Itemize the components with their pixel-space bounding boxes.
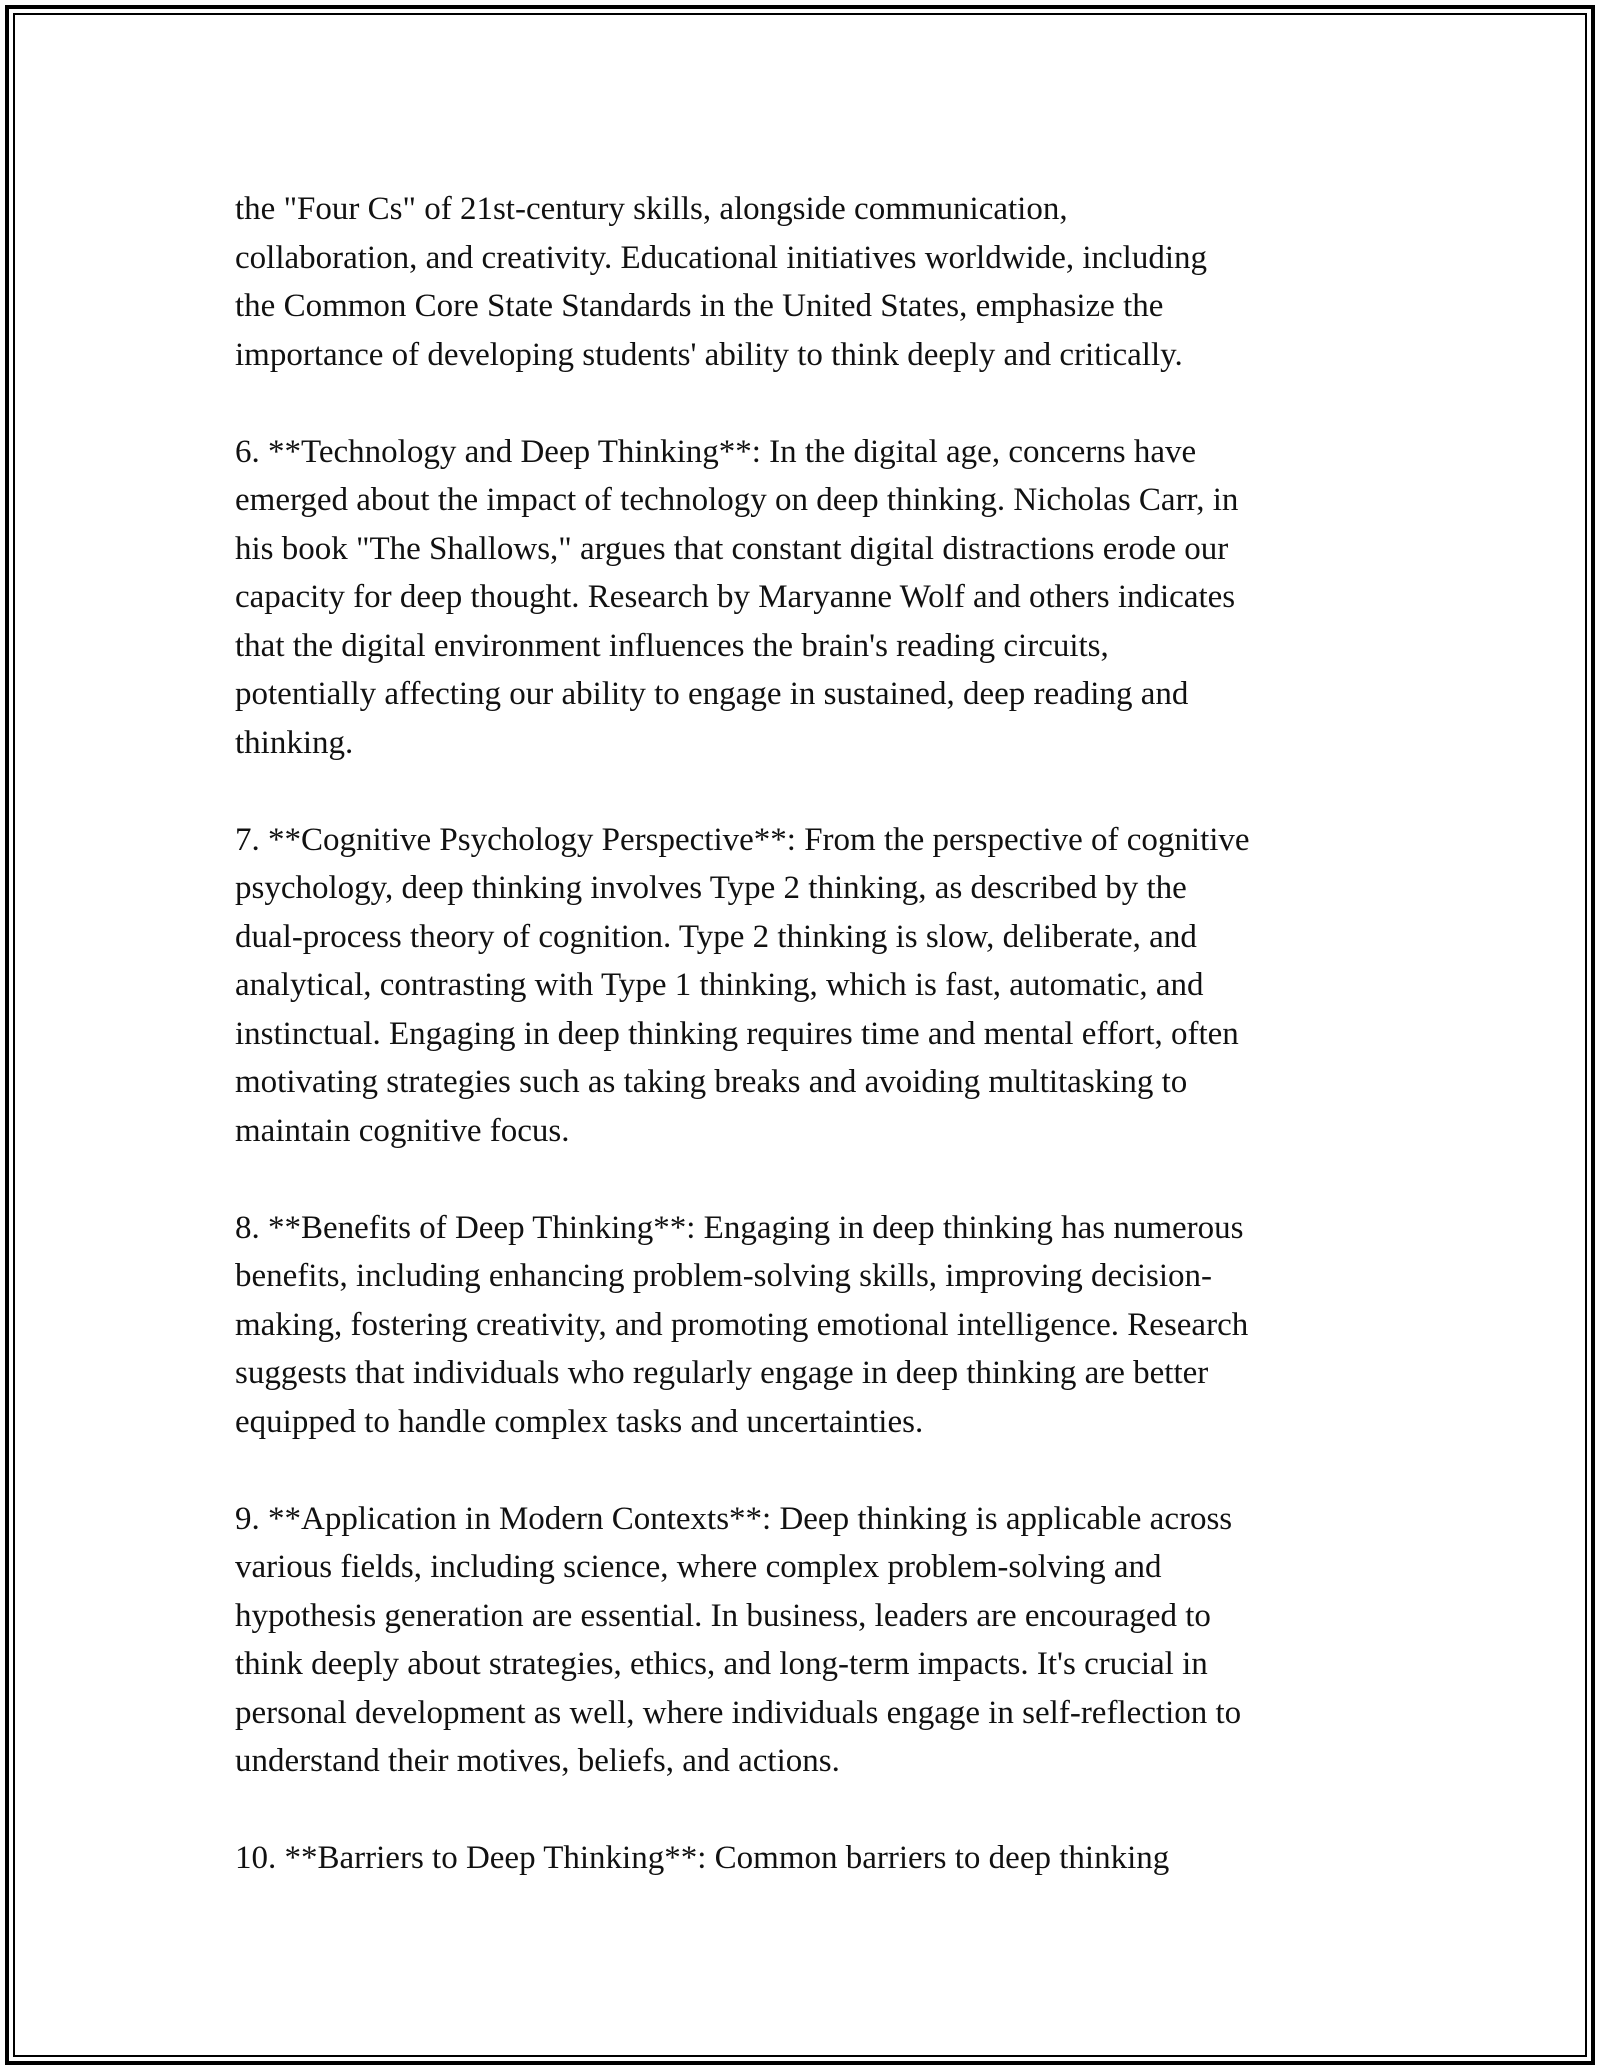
paragraph-continuation	[235, 185, 1370, 379]
text-line: collaboration, and creativity. Educational initiatives worldwide, including	[235, 239, 1208, 276]
text-line: the "Four Cs" of 21st-century skills, alongside communication,	[235, 191, 1068, 227]
text-line: importance of developing students' ability to think deeply and critically.	[235, 336, 1183, 373]
paragraph-technology	[235, 428, 1370, 768]
text-line: personal development as well, where individuals engage in self-reflection to	[235, 1694, 1242, 1731]
text-line: benefits, including enhancing problem-solving skills, improving decision-	[235, 1258, 1213, 1294]
text-line: think deeply about strategies, ethics, and long-term impacts. It's crucial in	[235, 1646, 1208, 1682]
text-line: making, fostering creativity, and promoting emotional intelligence. Research	[235, 1306, 1249, 1343]
text-line: thinking.	[235, 724, 354, 761]
text-line: understand their motives, beliefs, and actions.	[235, 1743, 840, 1779]
text-line: 10. **Barriers to Deep Thinking**: Common barriers to deep thinking	[235, 1840, 1170, 1876]
text-line: various fields, including science, where complex problem-solving and	[235, 1549, 1162, 1585]
paragraph-benefits	[235, 1204, 1370, 1447]
paragraph-cognitive-psychology	[235, 816, 1370, 1156]
paragraph-application	[235, 1495, 1370, 1786]
text-line: instinctual. Engaging in deep thinking requires time and mental effort, often	[235, 1015, 1239, 1052]
text-line: psychology, deep thinking involves Type 2 thinking, as described by the	[235, 870, 1187, 906]
paragraph-barriers	[235, 1834, 1370, 1883]
document-body	[235, 185, 1370, 1883]
text-line: maintain cognitive focus.	[235, 1112, 570, 1149]
text-line: that the digital environment influences the brain's reading circuits,	[235, 627, 1109, 664]
text-line: 6. **Technology and Deep Thinking**: In the digital age, concerns have	[235, 433, 1197, 470]
text-line: equipped to handle complex tasks and uncertainties.	[235, 1403, 924, 1440]
text-line: potentially affecting our ability to engage in sustained, deep reading and	[235, 676, 1189, 712]
text-line: hypothesis generation are essential. In business, leaders are encouraged to	[235, 1597, 1211, 1634]
text-line: 7. **Cognitive Psychology Perspective**: From the perspective of cognitive	[235, 821, 1250, 858]
text-line: the Common Core State Standards in the United States, emphasize the	[235, 288, 1164, 324]
text-line: his book "The Shallows," argues that constant digital distractions erode our	[235, 530, 1229, 567]
text-line: analytical, contrasting with Type 1 thinking, which is fast, automatic, and	[235, 967, 1204, 1003]
text-line: 8. **Benefits of Deep Thinking**: Engaging in deep thinking has numerous	[235, 1209, 1244, 1246]
text-line: suggests that individuals who regularly engage in deep thinking are better	[235, 1355, 1209, 1391]
text-line: capacity for deep thought. Research by Maryanne Wolf and others indicates	[235, 579, 1236, 615]
text-line: dual-process theory of cognition. Type 2 thinking is slow, deliberate, and	[235, 918, 1197, 955]
text-line: emerged about the impact of technology on deep thinking. Nicholas Carr, in	[235, 482, 1239, 518]
text-line: 9. **Application in Modern Contexts**: Deep thinking is applicable across	[235, 1500, 1233, 1537]
text-line: motivating strategies such as taking breaks and avoiding multitasking to	[235, 1064, 1188, 1100]
